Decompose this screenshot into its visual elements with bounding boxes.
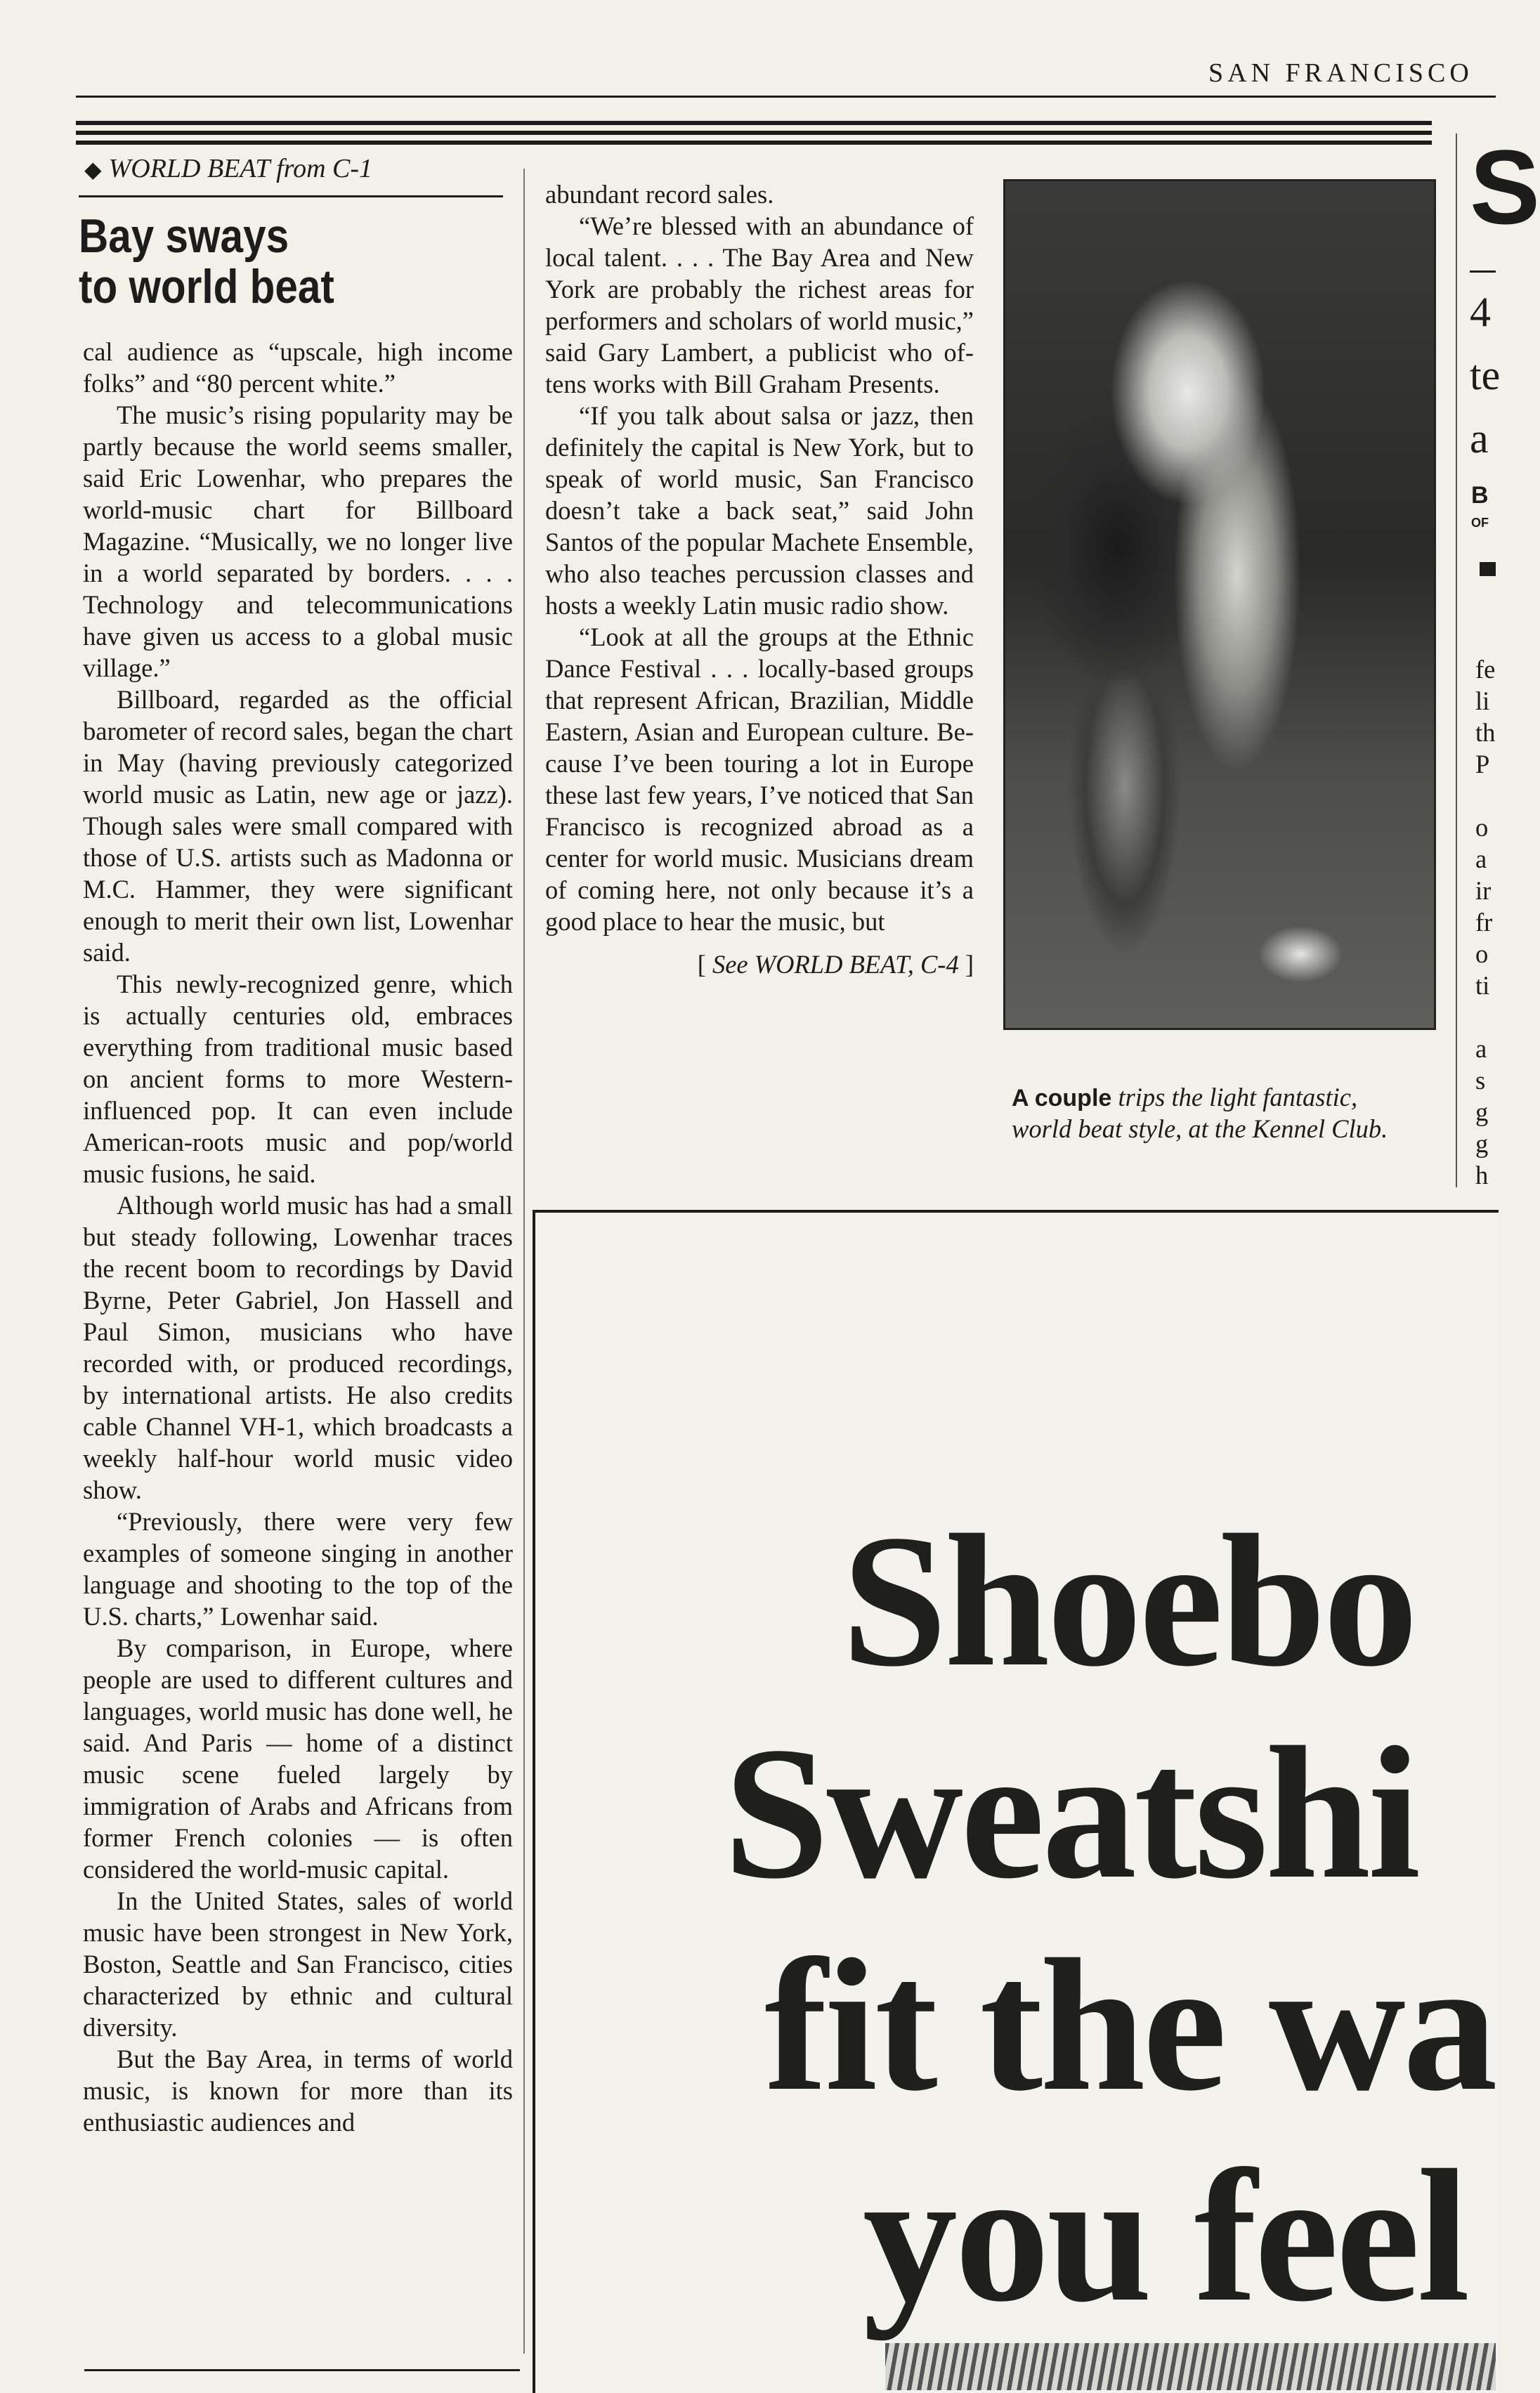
paragraph: In the United States, sales of world music have been strongest in New York, Boston, Seattle and San Francisco, cities characterized by ethnic and cultural diversity. (83, 1886, 513, 2042)
paragraph: This newly-recognized genre, which is actually centuries old, embraces everything from traditional music based on ancient forms to more Western-influenced pop. It can even include American-roots music and pop/world music fusions, he said. (83, 970, 513, 1188)
right-edge-subhead-2: tе (1470, 352, 1501, 398)
right-edge-rule (1470, 270, 1496, 273)
dancers-photo (1003, 179, 1436, 1030)
right-edge-subhead-1: 4 (1470, 289, 1491, 335)
headline: Bay sways to world beat (79, 209, 334, 313)
paragraph: But the Bay Area, in terms of world music, is known for more than its enthusiastic audiences and (83, 2045, 513, 2137)
jump-from-rule (79, 195, 503, 197)
advertisement (533, 1210, 1499, 2393)
paragraph: “We’re blessed with an abundance of local talent. . . . The Bay Area and New York are probably the richest areas for performers and scholars of world music,” said Gary Lambert, a publicist who oftens works with Bill Graham Presents. (545, 211, 974, 398)
jump-from-label: ◆ WORLD BEAT from C-1 (84, 154, 373, 183)
article-column-1 (83, 336, 513, 2138)
paragraph: The music’s rising popularity may be partly because the world seems smaller, said Eric Lowenhar, who prepares the world-music chart for Billboard Magazine. “Musically, we no longer live in a world separated by borders. . . . Technology and telecommunications have given us access to a global music village.” (83, 400, 513, 682)
ad-line-2: Sweatshi (724, 1708, 1418, 1918)
paragraph: Billboard, regarded as the official barometer of record sales, began the chart in May (having previously categorized world music as Latin, new age or jazz). Though sales were small compared with those of U.S. artists such as Madonna or M.C. Hammer, they were significant enough to merit their own list, Lowenhar said. (83, 685, 513, 967)
paragraph: By comparison, in Europe, where people are used to different cultures and languages, world music has done well, he said. And Paris — home of a distinct music scene fueled largely by immigration of Arabs and Africans from former French colonies — is often considered the world-music capital. (83, 1634, 513, 1884)
ad-line-3: fit the wa (764, 1920, 1495, 2130)
paragraph: abundant record sales. (545, 180, 774, 209)
top-rule-thin (76, 96, 1496, 98)
ad-line-1: Shoebo (842, 1496, 1416, 1706)
paragraph: cal audience as “upscale, high income folks” and “80 percent white.” (83, 337, 513, 398)
right-edge-byline-title: OF (1471, 516, 1489, 530)
diamond-icon: ◆ (84, 157, 102, 182)
right-edge-byline: B (1471, 482, 1489, 509)
column-divider (523, 169, 525, 2354)
right-edge-headline-letter: S (1470, 128, 1540, 246)
paragraph: Although world music has had a small but steady following, Lowenhar traces the recent boom to recordings by David Byrne, Peter Gabriel, Jon Hassell and Paul Simon, musicians who have recorded with, or produced recordings, by international artists. He also credits cable Channel VH-1, which broadcasts a weekly half-hour world music video show. (83, 1191, 513, 1504)
right-edge-body: fe li th P o a ir fr o ti a s g g h (1475, 655, 1496, 1189)
top-rule-thick-3 (76, 141, 1432, 145)
photo-caption: A couple trips the light fantastic, world beat style, at the Kennel Club. (1012, 1083, 1388, 1143)
right-edge-subhead-3: a (1470, 415, 1489, 462)
paragraph: “Previously, there were very few examples of someone singing in another language and shooting to the top of the U.S. charts,” Lowenhar said. (83, 1507, 513, 1631)
paragraph: “Look at all the groups at the Ethnic Dance Festival . . . locally-based groups that represent African, Brazilian, Middle Eastern, Asian and European culture. Because I’ve been touring a lot in Europe these last few years, I’ve noticed that San Francisco is recognized abroad as a center for world music. Musicians dream of coming here, not only because it’s a good place to hear the music, but (545, 622, 974, 936)
right-edge-ornament (1480, 562, 1496, 576)
paragraph: “If you talk about salsa or jazz, then definitely the capital is New York, but to speak of world music, San Francisco doesn’t take a back seat,” said John Santos of the popular Machete Ensemble, who also teaches percussion classes and hosts a weekly Latin music radio show. (545, 401, 974, 620)
jump-to-line: [ See WORLD BEAT, C-4 ] (697, 950, 974, 979)
bottom-rule (84, 2369, 520, 2371)
top-rule-thick-2 (76, 131, 1432, 135)
ad-line-4: you feel (863, 2131, 1468, 2341)
article-column-2 (545, 178, 974, 980)
ad-image-fragment (885, 2343, 1496, 2390)
top-rule-thick-1 (76, 121, 1432, 125)
masthead: SAN FRANCISCO (1208, 58, 1473, 88)
right-column-divider (1456, 133, 1457, 1187)
